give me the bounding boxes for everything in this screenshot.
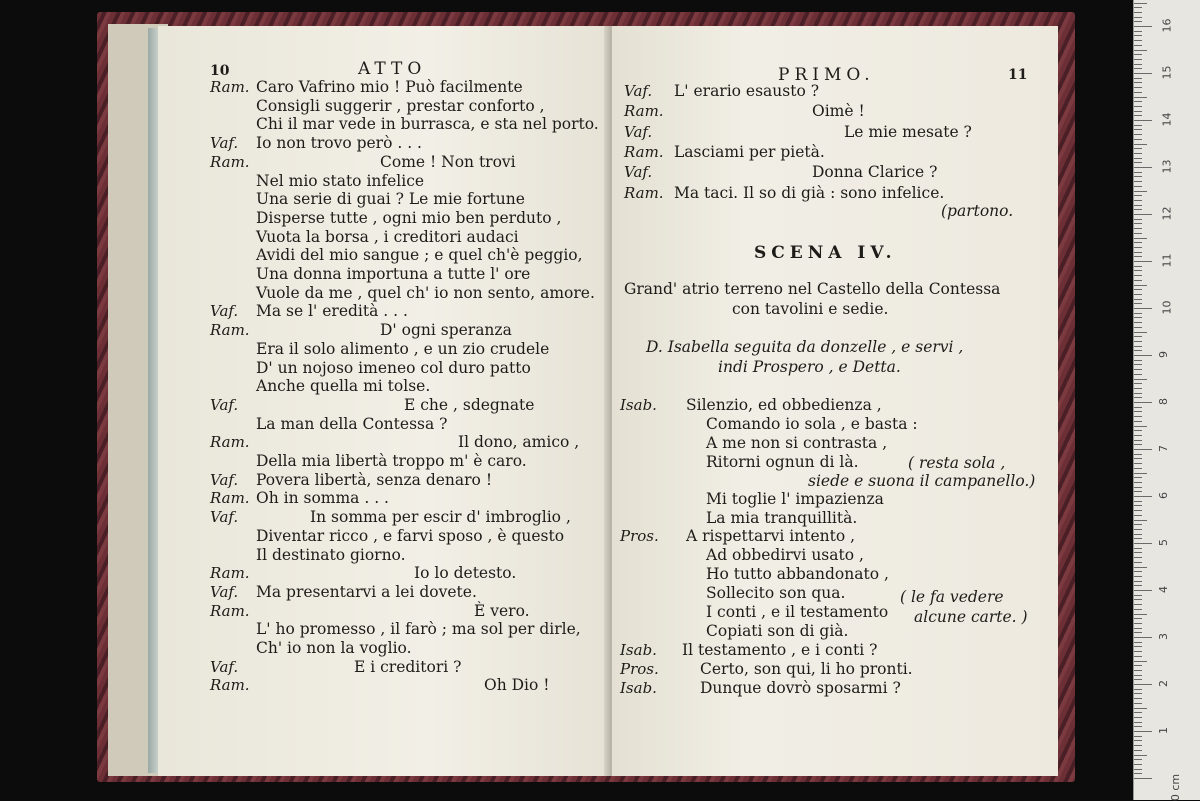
ruler-tick — [1134, 402, 1152, 403]
ruler-tick — [1134, 764, 1142, 765]
ruler-tick — [1134, 162, 1142, 163]
ruler-tick — [1134, 209, 1142, 210]
ruler-tick — [1134, 205, 1142, 206]
ruler-tick — [1134, 740, 1142, 741]
verse-line: Vuole da me , quel ch' io non sento, amore. — [256, 283, 595, 302]
ruler-tick — [1134, 87, 1142, 88]
verse-line: Lasciami per pietà. — [674, 142, 825, 161]
ruler-tick — [1134, 294, 1142, 295]
ruler-tick — [1134, 228, 1142, 229]
ruler-tick — [1134, 731, 1152, 732]
verse-line: A rispettarvi intento , — [686, 527, 856, 546]
verse-line: Copiati son di già. — [706, 621, 849, 640]
verse-line: Ritorni ognun di là. — [706, 452, 859, 471]
verse-line: Nel mio stato infelice — [256, 171, 425, 190]
ruler-tick — [1134, 73, 1152, 74]
ruler-number: 2 — [1157, 680, 1170, 687]
ruler-tick — [1134, 505, 1142, 506]
ruler-tick — [1134, 628, 1142, 629]
ruler-tick — [1134, 599, 1142, 600]
ruler-tick — [1134, 651, 1142, 652]
verse-line: Avidi del mio sangue ; e quel ch'è peggio, — [256, 246, 583, 265]
verse-line: Ma taci. Il so di già : sono infelice. — [674, 183, 945, 202]
verse-line: E i creditori ? — [354, 657, 462, 676]
ruler-tick — [1134, 59, 1142, 60]
ruler-number: 14 — [1160, 112, 1174, 127]
ruler-tick — [1134, 482, 1142, 483]
ruler-tick — [1134, 289, 1142, 290]
ruler-tick — [1134, 68, 1142, 69]
ruler-tick — [1134, 501, 1142, 502]
verse-line: Ho tutto abbandonato , — [706, 565, 889, 584]
ruler-number: 12 — [1160, 206, 1174, 221]
ruler-tick — [1134, 172, 1142, 173]
verse-line: Il dono, amico , — [458, 433, 580, 452]
ruler-tick — [1134, 477, 1142, 478]
ruler-tick — [1134, 595, 1142, 596]
ruler-tick — [1134, 285, 1147, 286]
ruler-tick — [1134, 698, 1142, 699]
ruler-tick — [1134, 54, 1142, 55]
ruler-tick — [1134, 111, 1142, 112]
ruler-tick — [1134, 529, 1142, 530]
ruler-tick — [1134, 491, 1142, 492]
ruler-number: 10 — [1160, 300, 1174, 315]
ruler-tick — [1134, 303, 1142, 304]
ruler-tick — [1134, 468, 1142, 469]
verse-line: Ad obbedirvi usato , — [706, 546, 864, 565]
scene-title: SCENA IV. — [754, 243, 897, 263]
speaker-label: Ram. — [210, 564, 250, 583]
verse-line: Oh in somma . . . — [256, 489, 389, 508]
verse-line: E che , sdegnate — [404, 395, 535, 414]
ruler-tick — [1134, 78, 1142, 79]
speaker-label: Vaf. — [210, 302, 239, 321]
ruler-tick — [1134, 167, 1152, 168]
running-header: ATTO — [358, 59, 427, 79]
ruler-tick — [1134, 632, 1142, 633]
verse-line: L' ho promesso , il farò ; ma sol per dirle, — [256, 620, 581, 639]
ruler-tick — [1134, 223, 1142, 224]
verse-line: Le mie mesate ? — [844, 122, 972, 141]
ruler-tick — [1134, 679, 1142, 680]
ruler-tick — [1134, 722, 1142, 723]
ruler-tick — [1134, 139, 1142, 140]
verse-line: Una serie di guai ? Le mie fortune — [256, 190, 525, 209]
ruler-tick — [1134, 214, 1152, 215]
verse-line: D' ogni speranza — [380, 321, 512, 340]
ruler-tick — [1134, 416, 1142, 417]
ruler-tick — [1134, 510, 1142, 511]
verse-line: Donna Clarice ? — [812, 163, 938, 182]
ruler-tick — [1134, 440, 1142, 441]
ruler-tick — [1134, 618, 1142, 619]
ruler-tick — [1134, 17, 1142, 18]
verse-line: Una donna importuna a tutte l' ore — [256, 265, 531, 283]
ruler-tick — [1134, 82, 1142, 83]
speaker-label: Ram. — [210, 489, 250, 508]
speaker-label: Ram. — [624, 102, 664, 121]
ruler-tick — [1134, 642, 1142, 643]
ruler-tick — [1134, 153, 1142, 154]
verse-line: La man della Contessa ? — [256, 414, 448, 433]
ruler-tick — [1134, 778, 1152, 779]
ruler-tick — [1134, 280, 1142, 281]
ruler-tick — [1134, 383, 1142, 384]
ruler-tick — [1134, 360, 1142, 361]
ruler-tick — [1134, 115, 1142, 116]
ruler-number: 6 — [1157, 492, 1170, 499]
ruler-tick — [1134, 773, 1142, 774]
ruler-tick — [1134, 186, 1142, 187]
ruler-tick — [1134, 238, 1147, 239]
ruler-number: 13 — [1160, 159, 1174, 174]
ruler-tick — [1134, 726, 1142, 727]
ruler-tick — [1134, 106, 1142, 107]
verse-line: Diventar ricco , e farvi sposo , è questo — [256, 526, 565, 545]
spine-strip — [148, 28, 158, 773]
ruler-tick — [1134, 219, 1142, 220]
ruler-tick — [1134, 26, 1152, 27]
verse-line: Ch' io non la voglio. — [256, 639, 412, 657]
ruler-number: 16 — [1160, 18, 1174, 33]
speaker-label: Vaf. — [210, 582, 239, 601]
ruler-tick — [1134, 233, 1142, 234]
ruler-tick — [1134, 125, 1142, 126]
ruler-tick — [1134, 252, 1142, 253]
verse-line: Certo, son qui, li ho pronti. — [700, 659, 913, 678]
ruler-tick — [1134, 3, 1147, 4]
ruler-tick — [1134, 364, 1142, 365]
ruler-tick — [1134, 393, 1142, 394]
ruler-tick — [1134, 191, 1147, 192]
ruler-tick — [1134, 520, 1147, 521]
ruler-tick — [1134, 562, 1142, 563]
ruler-tick — [1134, 21, 1142, 22]
ruler-tick — [1134, 449, 1152, 450]
ruler-tick — [1134, 557, 1142, 558]
speaker-label: Isab. — [620, 396, 657, 414]
verse-line: Anche quella mi tolse. — [256, 377, 431, 396]
measurement-ruler — [1133, 0, 1200, 800]
ruler-tick — [1134, 379, 1147, 380]
ruler-tick — [1134, 346, 1142, 347]
speaker-label: Ram. — [624, 142, 664, 161]
ruler-tick — [1134, 590, 1152, 591]
ruler-tick — [1134, 421, 1142, 422]
ruler-number: 11 — [1160, 253, 1174, 268]
ruler-tick — [1134, 609, 1142, 610]
speaker-label: Vaf. — [210, 470, 239, 489]
verse-line: In somma per escir d' imbroglio , — [310, 508, 571, 527]
speaker-label: Vaf. — [210, 657, 239, 676]
ruler-tick — [1134, 567, 1147, 568]
scene-setting: con tavolini e sedie. — [732, 300, 889, 318]
ruler-tick — [1134, 322, 1142, 323]
ruler-tick — [1134, 473, 1147, 474]
ruler-tick — [1134, 195, 1142, 196]
speaker-label: Ram. — [210, 78, 250, 96]
ruler-tick — [1134, 317, 1142, 318]
ruler-tick — [1134, 332, 1147, 333]
verse-line: Io non trovo però . . . — [256, 134, 422, 153]
ruler-tick — [1134, 712, 1142, 713]
scene-characters: D. Isabella seguita da donzelle , e servi , — [646, 338, 964, 356]
speaker-label: Ram. — [210, 152, 250, 171]
ruler-tick — [1134, 50, 1147, 51]
verse-line: Il destinato giorno. — [256, 545, 406, 564]
ruler-tick — [1134, 299, 1142, 300]
verse-line: Oimè ! — [812, 102, 865, 121]
verse-line: Io lo detesto. — [414, 564, 517, 583]
ruler-tick — [1134, 736, 1142, 737]
stage-direction: ( le fa vedere — [900, 588, 1004, 606]
ruler-tick — [1134, 261, 1152, 262]
left-page — [158, 26, 610, 776]
ruler-tick — [1134, 275, 1142, 276]
ruler-tick — [1134, 45, 1142, 46]
verse-line: Sollecito son qua. — [706, 584, 846, 603]
ruler-tick — [1134, 350, 1142, 351]
verse-line: Della mia libertà troppo m' è caro. — [256, 452, 527, 470]
ruler-tick — [1134, 637, 1152, 638]
ruler-tick — [1134, 426, 1147, 427]
verse-line: Era il solo alimento , e un zio crudele — [256, 339, 550, 358]
verse-line: Consigli suggerir , prestar conforto , — [256, 96, 545, 115]
ruler-tick — [1134, 515, 1142, 516]
ruler-tick — [1134, 336, 1142, 337]
ruler-tick — [1134, 97, 1147, 98]
ruler-number: 9 — [1157, 351, 1170, 358]
speaker-label: Isab. — [620, 640, 657, 659]
verse-line: La mia tranquillità. — [706, 508, 858, 527]
verse-line: Il testamento , e i conti ? — [682, 640, 878, 659]
ruler-tick — [1134, 614, 1147, 615]
speaker-label: Vaf. — [210, 508, 239, 527]
ruler-tick — [1134, 670, 1142, 671]
verse-line: Ma presentarvi a lei dovete. — [256, 582, 477, 601]
ruler-tick — [1134, 411, 1142, 412]
ruler-number: 8 — [1157, 398, 1170, 405]
ruler-tick — [1134, 717, 1142, 718]
ruler-tick — [1134, 435, 1142, 436]
ruler-tick — [1134, 266, 1142, 267]
ruler-tick — [1134, 703, 1142, 704]
speaker-label: Isab. — [620, 678, 657, 697]
ruler-tick — [1134, 101, 1142, 102]
ruler-tick — [1134, 327, 1142, 328]
speaker-label: Ram. — [210, 433, 250, 452]
ruler-tick — [1134, 496, 1152, 497]
ruler-number: 3 — [1157, 633, 1170, 640]
ruler-tick — [1134, 689, 1142, 690]
ruler-number: 7 — [1157, 445, 1170, 452]
speaker-label: Vaf. — [210, 134, 239, 153]
ruler-tick — [1134, 388, 1142, 389]
stage-direction-exit: (partono. — [941, 202, 1014, 220]
speaker-label: Vaf. — [624, 163, 653, 182]
ruler-tick — [1134, 581, 1142, 582]
ruler-tick — [1134, 585, 1142, 586]
verse-line: Silenzio, ed obbedienza , — [686, 396, 882, 414]
ruler-tick — [1134, 313, 1142, 314]
ruler-tick — [1134, 256, 1142, 257]
stage-direction: siede e suona il campanello.) — [808, 472, 1036, 490]
verse-line: D' un nojoso imeneo col duro patto — [256, 358, 531, 377]
ruler-tick — [1134, 35, 1142, 36]
ruler-tick — [1134, 7, 1142, 8]
ruler-tick — [1134, 270, 1142, 271]
ruler-tick — [1134, 548, 1142, 549]
ruler-number: 1 — [1157, 727, 1170, 734]
ruler-tick — [1134, 308, 1152, 309]
verse-line: L' erario esausto ? — [674, 82, 820, 100]
ruler-tick — [1134, 129, 1142, 130]
ruler-tick — [1134, 538, 1142, 539]
ruler-number: 15 — [1160, 65, 1174, 80]
stage-direction: alcune carte. ) — [914, 608, 1028, 626]
scene-characters: indi Prospero , e Detta. — [718, 358, 901, 376]
ruler-tick — [1134, 40, 1142, 41]
ruler-tick — [1134, 341, 1142, 342]
verse-line: È vero. — [474, 601, 530, 620]
speaker-label: Pros. — [620, 527, 659, 546]
verse-line: Comando io sola , e basta : — [706, 414, 918, 433]
ruler-tick — [1134, 374, 1142, 375]
ruler-tick — [1134, 134, 1142, 135]
ruler-tick — [1134, 693, 1142, 694]
ruler-tick — [1134, 708, 1147, 709]
page-number: 10 — [210, 63, 230, 79]
ruler-tick — [1134, 487, 1142, 488]
ruler-tick — [1134, 571, 1142, 572]
right-page — [612, 26, 1058, 776]
ruler-tick — [1134, 534, 1142, 535]
ruler-tick — [1134, 661, 1147, 662]
ruler-tick — [1134, 397, 1142, 398]
ruler-tick — [1134, 120, 1152, 121]
ruler-number: 5 — [1157, 539, 1170, 546]
ruler-tick — [1134, 745, 1142, 746]
verse-line: A me non si contrasta , — [706, 433, 888, 452]
running-header: PRIMO. — [778, 65, 875, 85]
ruler-tick — [1134, 355, 1152, 356]
ruler-tick — [1134, 675, 1142, 676]
ruler-tick — [1134, 444, 1142, 445]
ruler-tick — [1134, 92, 1142, 93]
scene-setting: Grand' atrio terreno nel Castello della Contessa — [624, 280, 1001, 298]
ruler-tick — [1134, 407, 1142, 408]
verse-line: Dunque dovrò sposarmi ? — [700, 678, 901, 697]
ruler-tick — [1134, 463, 1142, 464]
ruler-tick — [1134, 158, 1142, 159]
ruler-tick — [1134, 148, 1142, 149]
verse-line: Disperse tutte , ogni mio ben perduto , — [256, 208, 562, 227]
ruler-tick — [1134, 552, 1142, 553]
verse-line: Oh Dio ! — [484, 676, 550, 695]
speaker-label: Ram. — [210, 601, 250, 620]
ruler-tick — [1134, 64, 1142, 65]
ruler-unit: 0 cm — [1169, 773, 1183, 801]
ruler-tick — [1134, 369, 1142, 370]
ruler-tick — [1134, 242, 1142, 243]
ruler-tick — [1134, 576, 1142, 577]
speaker-label: Ram. — [210, 676, 250, 695]
ruler-tick — [1134, 665, 1142, 666]
ruler-tick — [1134, 181, 1142, 182]
ruler-number: 4 — [1157, 586, 1170, 593]
ruler-tick — [1134, 12, 1142, 13]
ruler-tick — [1134, 684, 1152, 685]
verse-line: Mi toglie l' impazienza — [706, 489, 884, 508]
verse-line: Come ! Non trovi — [380, 152, 516, 171]
speaker-label: Vaf. — [624, 82, 653, 100]
ruler-tick — [1134, 769, 1142, 770]
speaker-label: Ram. — [210, 321, 250, 340]
ruler-tick — [1134, 656, 1142, 657]
verse-line: Caro Vafrino mio ! Può facilmente — [256, 78, 523, 96]
page-number: 11 — [1008, 67, 1028, 83]
ruler-tick — [1134, 604, 1142, 605]
speaker-label: Pros. — [620, 659, 659, 678]
verse-line: Ma se l' eredità . . . — [256, 302, 408, 321]
ruler-tick — [1134, 458, 1142, 459]
speaker-label: Vaf. — [210, 395, 239, 414]
ruler-tick — [1134, 247, 1142, 248]
ruler-tick — [1134, 524, 1142, 525]
ruler-tick — [1134, 543, 1152, 544]
speaker-label: Vaf. — [624, 122, 653, 141]
ruler-tick — [1134, 454, 1142, 455]
ruler-tick — [1134, 750, 1142, 751]
ruler-tick — [1134, 759, 1142, 760]
ruler-tick — [1134, 200, 1142, 201]
verse-line: Chi il mar vede in burrasca, e sta nel porto. — [256, 115, 599, 134]
ruler-tick — [1134, 755, 1147, 756]
stage-direction: ( resta sola , — [908, 454, 1006, 472]
ruler-tick — [1134, 623, 1142, 624]
ruler-tick — [1134, 144, 1147, 145]
verse-line: I conti , e il testamento — [706, 603, 889, 621]
verse-line: Povera libertà, senza denaro ! — [256, 470, 493, 489]
ruler-tick — [1134, 646, 1142, 647]
verse-line: Vuota la borsa , i creditori audaci — [256, 227, 519, 246]
ruler-tick — [1134, 430, 1142, 431]
ruler-tick — [1134, 176, 1142, 177]
ruler-tick — [1134, 31, 1142, 32]
speaker-label: Ram. — [624, 183, 664, 202]
